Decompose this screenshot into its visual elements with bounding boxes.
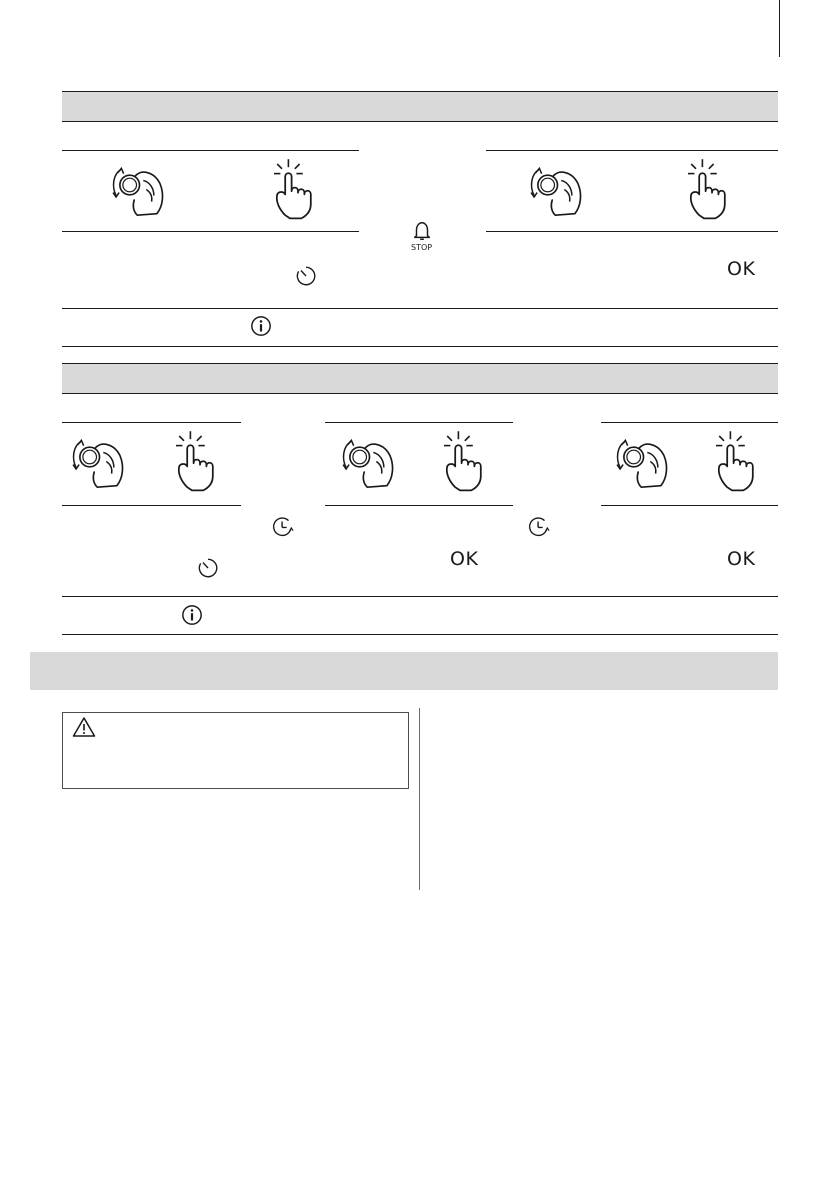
knob-turn-hand-icon: [64, 428, 132, 492]
crop-mark: [779, 0, 780, 57]
info-icon: [250, 315, 272, 337]
knob-turn-hand-icon: [522, 156, 590, 220]
end-time-clock-icon: [528, 516, 550, 538]
section-2-header-band: [62, 363, 778, 394]
knob-turn-hand-icon: [608, 428, 676, 492]
warning-box: [62, 712, 409, 789]
s1-step-rule-left-top: [62, 150, 359, 151]
s1-step-rule-right-top: [486, 150, 778, 151]
info-icon: [181, 604, 203, 626]
finger-press-icon: [708, 428, 764, 492]
s2-step-rule-a-top: [62, 422, 241, 423]
finger-press-icon: [266, 156, 322, 220]
finger-press-icon: [168, 428, 224, 492]
bell-stop-icon: [411, 220, 433, 242]
timer-icon: [295, 265, 317, 287]
s2-info-rule-bottom: [62, 634, 778, 635]
knob-turn-hand-icon: [334, 428, 402, 492]
ok-symbol: OK: [450, 548, 479, 570]
section-1-header-band: [62, 91, 778, 122]
section-3-header-band: [30, 652, 778, 690]
s2-step-rule-b-top: [325, 422, 513, 423]
s1-info-rule-top: [62, 308, 778, 309]
knob-turn-hand-icon: [104, 156, 172, 220]
finger-press-icon: [436, 428, 492, 492]
column-divider: [419, 708, 420, 890]
end-time-clock-icon: [272, 516, 294, 538]
s2-info-rule-top: [62, 596, 778, 597]
s2-step-rule-b-bottom: [325, 505, 513, 506]
bell-stop-label: STOP: [411, 243, 433, 252]
s1-step-rule-right-bottom: [486, 231, 778, 232]
s2-step-rule-c-top: [601, 422, 778, 423]
s2-step-rule-c-bottom: [601, 505, 778, 506]
s1-step-rule-left-bottom: [62, 231, 359, 232]
finger-press-icon: [680, 156, 736, 220]
s2-step-rule-a-bottom: [62, 505, 241, 506]
ok-symbol: OK: [727, 548, 756, 570]
timer-icon: [197, 557, 219, 579]
s1-info-rule-bottom: [62, 346, 778, 347]
warning-triangle-icon: [72, 716, 96, 738]
ok-symbol: OK: [727, 258, 756, 280]
